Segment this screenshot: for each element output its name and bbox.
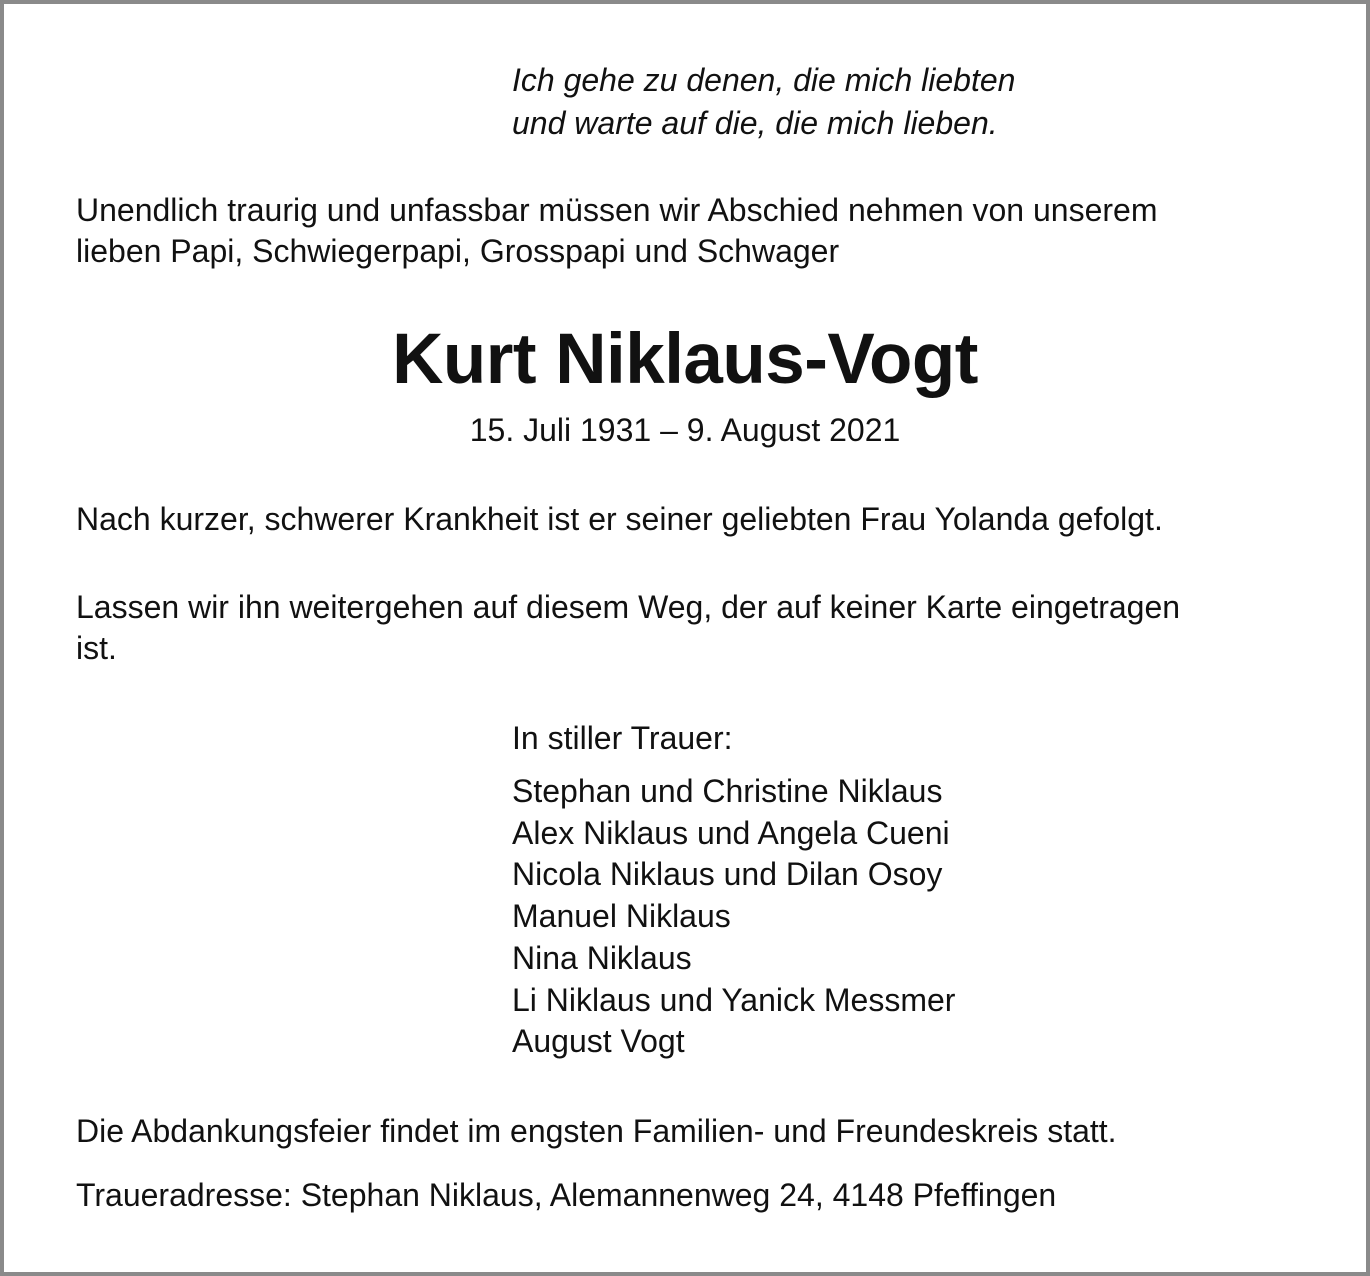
quote-line-1: Ich gehe zu denen, die mich liebten [512, 62, 1016, 98]
intro-text [76, 190, 1157, 272]
illness-paragraph: Nach kurzer, schwerer Krankheit ist er seiner geliebten Frau Yolanda gefolgt. [76, 501, 1163, 537]
mourning-label: In stiller Trauer: [512, 720, 733, 756]
list-item: Li Niklaus und Yanick Messmer [512, 981, 956, 1018]
list-item: Stephan und Christine Niklaus [512, 773, 943, 809]
path-paragraph [76, 587, 1180, 669]
quote-line-2: und warte auf die, die mich lieben. [512, 105, 998, 141]
list-item: Alex Niklaus und Angela Cueni [512, 814, 950, 851]
list-item: Manuel Niklaus [512, 898, 731, 935]
intro-line-1: Unendlich traurig und unfassbar müssen wir Abschied nehmen von unserem [76, 192, 1158, 228]
mourning-address: Traueradresse: Stephan Niklaus, Alemannenweg 24, 4148 Pfeffingen [76, 1177, 1057, 1213]
intro-line-2: lieben Papi, Schwiegerpapi, Grosspapi und Schwager [76, 233, 840, 269]
mourners-list [512, 771, 955, 1063]
list-item: Nina Niklaus [512, 939, 692, 976]
list-item: Nicola Niklaus und Dilan Osoy [512, 856, 943, 893]
list-item: August Vogt [512, 1023, 685, 1060]
path-line-2: ist. [76, 630, 117, 666]
deceased-name: Kurt Niklaus-Vogt [392, 320, 978, 399]
life-dates: 15. Juli 1931 – 9. August 2021 [469, 412, 901, 448]
path-line-1: Lassen wir ihn weitergehen auf diesem Weg, der auf keiner Karte eingetragen [76, 589, 1181, 625]
epigraph-quote [512, 59, 1015, 145]
ceremony-notice: Die Abdankungsfeier findet im engsten Familien- und Freundeskreis statt. [76, 1113, 1117, 1149]
